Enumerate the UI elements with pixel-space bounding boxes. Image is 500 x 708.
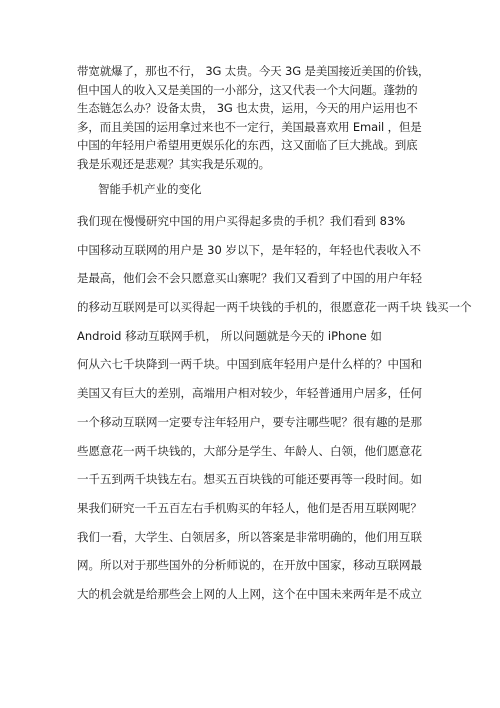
- text-line: 多，而且美国的运用拿过来也不一定行，美国最喜欢用 Email ，但是: [77, 119, 422, 134]
- section-heading: 智能手机产业的变化: [98, 182, 202, 196]
- paragraph-intro: [77, 62, 430, 174]
- text-line: 带宽就爆了，那也不行， 3G 太贵。今天 3G 是美国接近美国的价钱，: [77, 64, 430, 78]
- text-line: 的移动互联网是可以买得起一两千块钱的手机的，很愿意花一两千块 钱买一个: [77, 300, 472, 315]
- text-line: Android 移动互联网手机， 所以问题就是今天的 iPhone 如: [77, 328, 382, 343]
- text-line: 但中国人的收入又是美国的一小部分，这又代表一个大问题。蓬勃的: [77, 82, 418, 97]
- text-line: 美国又有巨大的差别，高端用户相对较少，年轻普通用户居多，任何: [77, 386, 422, 401]
- text-line: 果我们研究一千五百左右手机购买的年轻人，他们是否用互联网呢？: [77, 500, 422, 515]
- text-line: 中国的年轻用户希望用更娱乐化的东西，这又面临了巨大挑战。到底: [77, 138, 418, 153]
- text-line: 我们现在慢慢研究中国的用户买得起多贵的手机？我们看到 83%: [77, 214, 406, 228]
- text-line: 中国移动互联网的用户是 30 岁以下，是年轻的，年轻也代表收入不: [77, 242, 421, 257]
- text-line: 是最高，他们会不会只愿意买山寨呢？我们又看到了中国的用户年轻: [77, 271, 422, 286]
- text-line: 我们一看，大学生、白领居多，所以答案是非常明确的，他们用互联: [77, 529, 422, 544]
- text-line: 网。所以对于那些国外的分析师说的，在开放中国家，移动互联网最: [77, 558, 422, 573]
- text-line: 何从六七千块降到一两千块。中国到底年轻用户是什么样的？中国和: [77, 357, 422, 372]
- text-line: 一个移动互联网一定要专注年轻用户，要专注哪些呢？很有趣的是那: [77, 414, 422, 429]
- paragraph-body: [77, 207, 472, 609]
- text-line: 我是乐观还是悲观？其实我是乐观的。: [77, 156, 270, 171]
- text-line: 大的机会就是给那些会上网的人上网，这个在中国未来两年是不成立: [77, 586, 422, 601]
- text-line: 生态链怎么办？设备太贵， 3G 也太贵，运用，今天的用户运用也不: [77, 101, 418, 116]
- text-line: 一千五到两千块钱左右。想买五百块钱的可能还要再等一段时间。如: [77, 472, 422, 487]
- text-line: 些愿意花一两千块钱的，大部分是学生、年龄人、白领，他们愿意花: [77, 443, 422, 458]
